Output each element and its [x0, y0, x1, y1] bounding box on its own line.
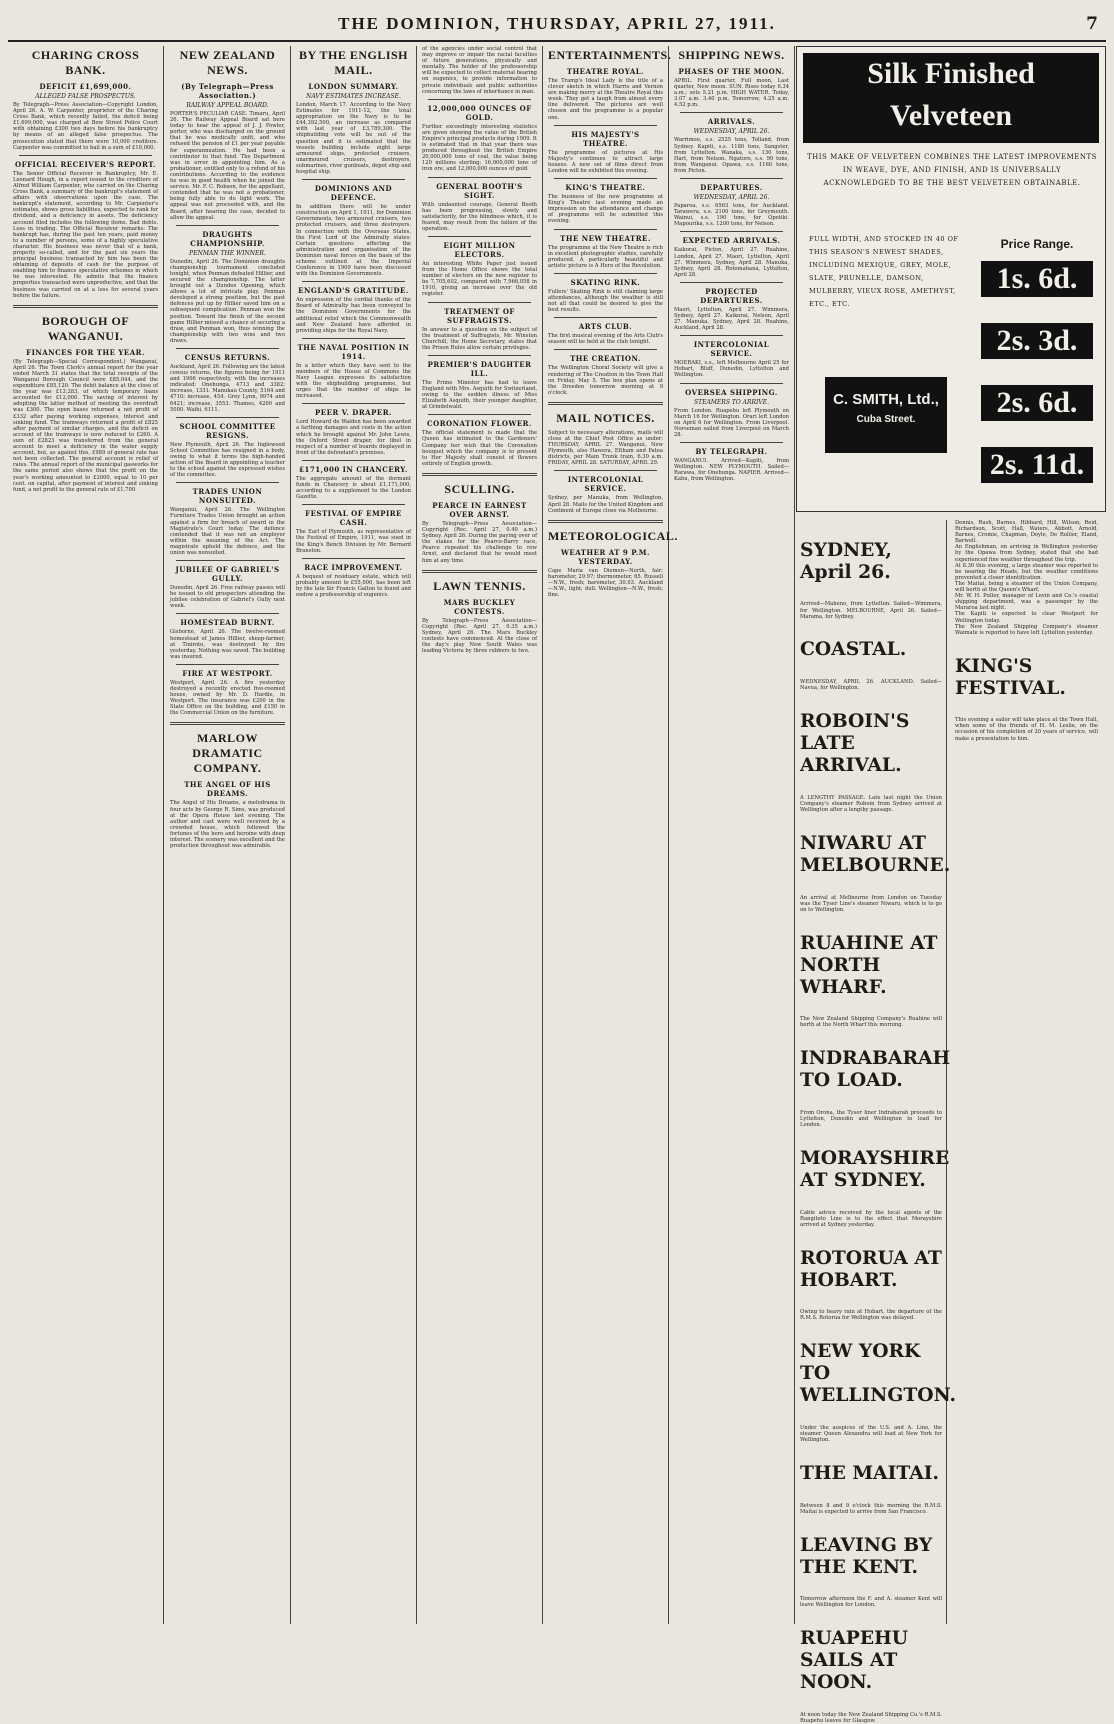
shipping-subhead: THE MAITAI.: [800, 1461, 939, 1484]
shipping-body: The New Zealand Shipping Company's steamer Waimate is reported to have left Lyttelton yesterday.: [955, 623, 1098, 636]
column-rule: [176, 664, 279, 665]
article-body: Maori, Lyttelton, April 27. Wimmera, Sydney, April 27. Kaikorai, Nelson, April 27. Manuka, Sydney, April 28. Ruahine, Auckland, April 28.: [674, 306, 789, 332]
column-rule: [554, 349, 657, 350]
section-subhead: ENGLAND'S GRATITUDE.: [298, 286, 409, 296]
section-subhead: FINANCES FOR THE YEAR.: [26, 347, 145, 357]
column-rule: [428, 414, 531, 415]
section-subhead: SCHOOL COMMITTEE RESIGNS.: [179, 421, 276, 440]
section-heading: SCULLING.: [444, 481, 515, 496]
news-columns: [8, 46, 1106, 1724]
column-rule: [680, 335, 783, 336]
shipping-body: An arrival at Melbourne from London on Tuesday was the Tyser Line's steamer Niwaru, which is to go on to Wellington.: [800, 894, 942, 913]
shipping-body: Cable advice received by the local agents of the Rangitoto Line is to the effect that Morayshire arrived at Sydney yesterday.: [800, 1209, 942, 1228]
column-rule: [13, 305, 158, 308]
article-body: London, March 17. According to the Navy Estimates for 1911-12, the total appropriation on the Navy is to be £44,392,500, an increase as compared with last year of £3,789,300. The shipbuilding vote will be out of the question and it is estimated that the vessels building include eight large armoured ships, protected cruisers, unarmoured cruisers, destroyers, submarines, river gunboats, depot ship and hospital ship.: [296, 102, 411, 176]
column-rule: [548, 402, 663, 405]
article-body: By Telegraph—Press Association—Copyright (Rec. April 27, 0.40 a.m.) Sydney, April 26. During the paying over of the stakes for the Pearce-Barry race, Pearce repeated his challenge to row Arnst, and declared that he would meet him at any time.: [422, 520, 537, 564]
section-subhead: 12,000,000 OUNCES OF GOLD.: [427, 103, 532, 122]
ad-banner-line-1: Silk Finished: [867, 57, 1035, 90]
section-kicker: NAVY ESTIMATES INCREASE.: [306, 93, 401, 100]
price-range-title: Price Range.: [1000, 237, 1074, 251]
section-subhead: WEATHER AT 9 P.M. YESTERDAY.: [561, 547, 650, 566]
shipping-subhead: ROTORUA AT HOBART.: [800, 1246, 942, 1291]
ad-banner-line-2: Velveteen: [889, 99, 1013, 132]
section-subhead: MARS BUCKLEY CONTESTS.: [443, 597, 516, 616]
brand-name: C. SMITH, Ltd.,: [833, 391, 939, 408]
masthead: [8, 8, 1106, 42]
article-body: The official statement is made that the Queen has intimated to the Gardeners' Company her wish that the Coronation bouquet which the company is to present to Her Majesty shall consist of flowers entirely of English growth.: [422, 430, 537, 467]
article-body: Further exceedingly interesting statistics are given showing the value of the British Empire's principal products during 1909. It is estimated that in that year there was produced throughout the British Empire 20,000,000 tons of coal, the value being 120 millions sterling; 16,000,000 tons of iron ore, and 12,000,000 ounces of gold.: [422, 123, 537, 173]
section-subhead: INTERCOLONIAL SERVICE.: [693, 340, 770, 359]
article-body: An interesting White Paper just issued from the Home Office shows the total number of electors on the new register to be 7,705,602, compared with 7,966,058 in 1910, giving an increase over the old register.: [422, 260, 537, 298]
section-subhead: OVERSEA SHIPPING.: [685, 387, 778, 397]
column-rule: [554, 470, 657, 471]
column-rule: [302, 403, 405, 404]
article-body: The Angel of His Dreams, a melodrama in four acts by George R. Sims, was produced at the Opera House last evening. The author and cast were well received by a crowded house, which followed the fortunes of the hero and heroine with deep interest. The scenery was excellent and the production throughout was admirable.: [170, 800, 285, 850]
ad-banner: [803, 53, 1099, 143]
column-rule: [302, 460, 405, 461]
column-rule: [176, 560, 279, 561]
article-body: Auckland, April 26. Following are the latest census returns, the figures being for 1911 and 1906 respectively, with the increases indicated: Onehunga, 4713 and 3382; increase, 1331. Manukau County, 5164 and 4710; increase, 454. Grey Lynn, 9974 and 6421; increase, 3553. Thames, 4200 and 5000. Waihi, 6111.: [170, 364, 285, 413]
article-body: Paparoa, s.s. 6563 tons, for Auckland. Tarawera, s.s. 2100 tons, for Greymouth. Wainui, s.s. 190 tons, for Opotiki. Mapourika, s.s. 1200 tons, for Nelson.: [674, 203, 789, 228]
shipping-body: At noon today the New Zealand Shipping Co.'s R.M.S. Ruapehu leaves for Glasgow.: [800, 1711, 942, 1724]
article-body: Lord Howard de Walden has been awarded a farthing damages and costs in the action which he brought against Mr. John Lewis, the Oxford Street draper, for libel in respect of a number of boards displayed in front of the defendant's premises.: [296, 419, 411, 456]
section-heading: MARLOW DRAMATIC COMPANY.: [192, 731, 263, 776]
shipping-subhead: KING'S FESTIVAL.: [955, 654, 1066, 699]
section-heading: CHARING CROSS BANK.: [31, 48, 140, 77]
section-subhead: DOMINIONS AND DEFENCE.: [314, 184, 393, 203]
section-heading: MAIL NOTICES.: [556, 410, 655, 425]
column-rule: [422, 570, 537, 573]
shipping-body: This evening a sailor will take place at the Town Hall, when some of the friends of H. M. Leslie, on the occasion of his completion of 20 years of service, will make a presentation to him.: [955, 717, 1098, 742]
velveteen-advertisement: [796, 46, 1106, 512]
shipping-body: Mr. W. H. Puller, manager of Levin and Co.'s coastal shipping department, was a passenger by the Mararoa last night.: [955, 593, 1098, 612]
section-subhead: THE NAVAL POSITION IN 1914.: [297, 342, 410, 361]
article-body: An expression of the cordial thanks of the Board of Admiralty has been conveyed to the Dominion Governments for the additional relief which the Commonwealth and New Zealand have afforded in providing ships for the Royal Navy.: [296, 297, 411, 334]
section-subhead: RACE IMPROVEMENT.: [304, 562, 403, 572]
price-4: 2s. 11d.: [981, 447, 1093, 483]
ad-description: FULL WIDTH, AND STOCKED IN 40 OF THIS SEASON'S NEWEST SHADES, INCLUDING MEXIQUE, GREY, MOLE, SLATE, PRUNELLE, DAMSON, MULBERRY, VIEUX ROSE, AMETHYST, ETC., ETC.: [809, 235, 959, 308]
shipping-body: The Kapiti is expected to clear Westport for Wellington today.: [955, 611, 1098, 624]
shipping-subhead: SYDNEY, April 26.: [800, 538, 892, 583]
section-heading: ENTERTAINMENTS.: [548, 48, 672, 62]
article-body: Gisborne, April 26. The twelve-roomed homestead of James Hillier, sheep-farmer, at Tiniroto, was destroyed by fire yesterday. Nothing was saved. The building was insured.: [170, 629, 285, 660]
newspaper-title: THE DOMINION, THURSDAY, APRIL 27, 1911.: [338, 14, 776, 33]
section-kicker: WEDNESDAY, APRIL 26.: [693, 128, 770, 136]
shipping-lower-section: [796, 520, 1106, 1724]
column-rule: [680, 231, 783, 232]
section-subhead: ARRIVALS.: [707, 117, 756, 127]
section-subhead: DEFICIT £1,699,000.: [39, 82, 132, 91]
column-rule: [19, 155, 152, 156]
shipping-subhead: RUAPEHU SAILS AT NOON.: [800, 1627, 909, 1694]
column-6: [669, 46, 795, 1624]
column-1: [8, 46, 164, 1624]
page-number: 7: [1086, 14, 1098, 34]
column-rule: [428, 355, 531, 356]
section-subhead: CORONATION FLOWER.: [427, 419, 532, 429]
shipping-body: A LENGTHY PASSAGE. Late last night the Union Company's steamer Roboin from Sydney arrived at Wellington after a lengthy passage.: [800, 794, 942, 813]
shipping-subhead: ROBOIN'S LATE ARRIVAL.: [800, 710, 910, 777]
section-subhead: FESTIVAL OF EMPIRE CASH.: [305, 509, 402, 528]
shipping-subhead: MORAYSHIRE AT SYDNEY.: [800, 1146, 950, 1191]
section-subhead: PROJECTED DEPARTURES.: [700, 286, 763, 305]
article-body: Wanganui, April 26. The Wellington Furniture Trades Union brought an action against a firm for breach of award in the Magistrate's Court today. The defence contended that it was not an employer within the meaning of the Act. The magistrate upheld the defence, and the union was nonsuited.: [170, 507, 285, 556]
shipping-body: WEDNESDAY, APRIL 26. AUCKLAND. Sailed—Navua, for Wellington.: [800, 679, 942, 692]
section-subhead: THE NEW THEATRE.: [560, 233, 651, 243]
column-rule: [680, 178, 783, 179]
article-body: Fullers' Skating Rink is still claiming large attendances, although the weather is still not all that could be desired to give the best results.: [548, 288, 663, 314]
article-body: The Wellington Choral Society will give a rendering of The Creation in the Town Hall on Friday, May 5. The box plan opens at the Dresden tomorrow morning at 9 o'clock.: [548, 365, 663, 396]
section-subhead: TRADES UNION NONSUITED.: [192, 487, 263, 506]
section-subhead: ARTS CLUB.: [578, 322, 633, 332]
shipping-body: Tomorrow afternoon the F. and A. steamer Kent will leave Wellington for London.: [800, 1596, 942, 1609]
price-1: 1s. 6d.: [981, 261, 1093, 297]
section-subhead: CENSUS RETURNS.: [184, 353, 271, 362]
shipping-body: An Englishman, on arriving in Wellington yesterday by the Opawa from Sydney, stated that she had experienced fine weather throughout the trip.: [955, 544, 1098, 563]
article-body: The programme at the New Theatre is rich in excellent photographic studies, carefully produced. A particularly beautiful and artistic picture is A Hero of the Revolution.: [548, 244, 663, 269]
section-subhead: LONDON SUMMARY.: [308, 82, 399, 91]
column-rule: [428, 177, 531, 178]
column-rule: [554, 125, 657, 126]
shipping-body: Under the auspices of the U.S. and A. Line, the steamer Queen Alexandra will load at New York for Wellington.: [800, 1424, 942, 1444]
section-subhead: BY TELEGRAPH.: [695, 447, 768, 456]
article-body: The Senior Official Receiver in Bankruptcy, Mr. E. Leonard Hough, in a report issued to the creditors of Alfred William Carpenter, who carried on the Charing Cross Bank, a summary of the bankrupt's statement of affairs with observations upon the case. The bankrupt's statement, according to Mr. Carpenter's estimates, shows gross liabilities, expected to rank for dividend, and a deficiency in assets. The deficiency account filed includes the following items. Bad debts. Loss in trading. The Official Receiver remarks: The bankrupt has, during the past ten years, paid money to a number of persons, some of a highly speculative character. His business was never that of a bank, properly so-called, and for the past six years the principal business transacted by him has been the obtaining of deposits of cash for the purpose of enabling him to finance speculative schemes in which he was interested. He admits that the finance properties transacted were unproductive, and that the business was carried on at a loss for several years before the failure.: [13, 170, 158, 299]
column-rule: [302, 179, 405, 180]
section-subhead: EIGHT MILLION ELECTORS.: [443, 240, 516, 259]
shipping-body: The New Zealand Shipping Company's Ruahine will berth at the North Wharf this morning.: [800, 1016, 942, 1029]
section-heading: BY THE ENGLISH MAIL.: [298, 48, 409, 77]
section-kicker: PENMAN THE WINNER.: [189, 249, 266, 257]
article-body: The first musical evening of the Arts Club's season will be held at the club tonight.: [548, 333, 663, 346]
section-subhead: PREMIER'S DAUGHTER ILL.: [427, 359, 532, 378]
column-2: [165, 46, 291, 1624]
column-rule: [554, 178, 657, 179]
column-rule: [176, 613, 279, 614]
section-subhead: PHASES OF THE MOON.: [678, 67, 785, 76]
shipping-body: From Orona, the Tyser liner Indrabarah proceeds to Lyttelton, Dunedin and Wellington to load for London.: [800, 1109, 942, 1129]
article-body: From London. Ruapehu left Plymouth on March 16 for Wellington. Orari left London on April 6 for Wellington. From Liverpool. Norseman sailed from Liverpool on March 28.: [674, 407, 789, 438]
article-body: Westport, April 26. A fire yesterday destroyed a recently erected five-roomed house, owned by Mr. D. Hardie, in Westport. The insurance was £200 in the State Office on the building, and £150 in the Commercial Union on the furniture.: [170, 679, 285, 717]
column-3: [291, 46, 417, 1624]
article-body: Warrimoo, s.s. 2525 tons, Tolland, from Sydney. Kapiti, s.s. 1180 tons, Sangster, from Lyttelton. Wanaka, s.s. 130 tons, Hart, from Nelson. Ngatoro, s.s. 90 tons, from Wanganui. Opawa, s.s. 1160 tons, from Picton.: [674, 137, 789, 174]
brand-block: [825, 377, 947, 453]
section-subhead: HIS MAJESTY'S THEATRE.: [571, 129, 640, 148]
article-body: In a letter which they have sent to the members of the House of Commons the Navy League expresses its satisfaction with the shipbuilding programme, but urges that the number of ships be increased.: [296, 362, 411, 400]
column-rule: [428, 99, 531, 100]
section-subhead: THE ANGEL OF HIS DREAMS.: [184, 780, 271, 799]
article-body: By Telegraph—Press Association—Copyright London, April 26. A. W. Carpenter, proprietor of the Charing Cross Bank, which recently failed, the deficit being £1,699,000, was charged at Bow Street Police Court with obtaining £300 two days before his bankruptcy by means of an alleged false prospectus. The prosecution stated that there were 10,000 creditors. Carpenter was committed to bail in a sum of £10,000.: [13, 102, 158, 151]
article-body: of the agencies under social control that may improve or impair the racial faculties of future generations, physically and mentally. The holder of the professorship will be expected to collect material bearing on eugenics, to provide information to private individuals and public authorities concerning the laws of inheritance in man.: [422, 46, 537, 95]
section-kicker: WEDNESDAY, APRIL 26.: [693, 194, 770, 202]
column-rule: [176, 417, 279, 418]
section-subhead: HOMESTEAD BURNT.: [180, 618, 275, 628]
article-body: Dunedin, April 26. The Dominion draughts championship tournament concluded tonight, when Penman defeated Hillier, and secured the championship. The latter brought out a Dundee Opening, which allows a lot of intricate play. Penman developed a strong position, but the past defences put up by Hillier saved him on a subsequent complication. Penman won the position. Toward the finish of the second game Hillier missed a chance of securing a draw, and Penman won, thus winning the championship with two wins and two draws.: [170, 258, 285, 344]
column-4: [417, 46, 543, 1624]
brand-street: Cuba Street.: [856, 414, 916, 425]
column-rule: [302, 504, 405, 505]
section-kicker: ALLEGED FALSE PROSPECTUS.: [35, 93, 136, 100]
shipping-subhead: LEAVING BY THE KENT.: [800, 1533, 933, 1578]
price-3: 2s. 6d.: [981, 385, 1093, 421]
section-subhead: OFFICIAL RECEIVER'S REPORT.: [15, 159, 156, 169]
column-rule: [302, 281, 405, 282]
section-subhead: (By Telegraph—Press Association.): [181, 82, 274, 100]
article-body: Sydney, per Manuka, from Wellington, April 28. Mails for the United Kingdom and Continent of Europe close via Melbourne.: [548, 495, 663, 514]
article-body: Cape Maria van Diemen—North, fair; barometer, 29.97; thermometer, 65. Russell—N.W., fresh; barometer, 30.03. Auckland—N.W., light; dull. Wellington—N.W., fresh; fine.: [548, 567, 663, 599]
shipping-body: At 8.30 this evening, a large steamer was reported to be nearing the Heads, but the weather conditions prevented a closer identification.: [955, 562, 1098, 581]
column-rule: [680, 282, 783, 283]
ad-strapline: THIS MAKE OF VELVETEEN COMBINES THE LATEST IMPROVEMENTS IN WEAVE, DYE, AND FINISH, AND IS UNIVERSALLY ACKNOWLEDGED TO BE THE BEST VELVETEEN OBTAINABLE.: [807, 153, 1097, 187]
column-rule: [554, 317, 657, 318]
column-rule: [302, 558, 405, 559]
column-rule: [680, 112, 783, 113]
article-body: With undaunted courage, General Booth has been progressing, slowly and satisfactorily, for the blindness which, it is feared, may result from the failure of the operation.: [422, 201, 537, 232]
article-body: In answer to a question on the subject of the treatment of Suffragists, Mr. Winston Churchill, the Home Secretary, states that the Prison Rules allow certain privileges.: [422, 326, 537, 351]
section-heading: SHIPPING NEWS.: [678, 48, 785, 62]
section-kicker: RAILWAY APPEAL BOARD.: [186, 102, 269, 109]
article-body: In addition there will be under construction on April 1, 1911, for Dominion Governments, two armoured cruisers, two protected cruisers, and three destroyers. In connection with the Overseas States, the First Lord of the Admiralty states: Certain questions affecting the administration and organisation of the Dominion naval forces on the basis of the scheme outlined at the Imperial Conference in 1909 have been discussed with the Dominion Governments.: [296, 204, 411, 278]
section-subhead: GENERAL BOOTH'S SIGHT.: [436, 181, 523, 200]
column-rule: [176, 225, 279, 226]
shipping-body: The Maitai, being a steamer of the Union Company, will berth at the Queen's Wharf.: [955, 580, 1098, 594]
column-rule: [422, 473, 537, 476]
article-body: MOERAKI, s.s., left Melbourne April 25 for Hobart, Bluff, Dunedin, Lyttelton and Wellington.: [674, 360, 789, 379]
article-body: A bequest of residuary estate, which will probably amount to £55,000, has been left by the late Sir Francis Galton to found and endow a professorship of eugenics.: [296, 573, 411, 598]
article-body: (By Telegraph—Special Correspondent.) Wanganui, April 26. The Town Clerk's annual report for the year ended March 31 states that the total receipts of the Wanganui Borough Council were £85,044, and the expenditure £85,120. The debit balance at the close of the year was £13,283, of which temporary loans accounted for £12,000. The saving of interest by adopting the latter method of meeting the overdraft was £300. The open bases returned a net profit of £332 after paying working expenses, interest and sinking fund. The tramways returned a profit of £825 after payment of similar charges, and the deficit on account of the tramways is now reduced to £260. A sum of £2823 was transferred from the general account to meet a deficiency in the water supply account, but, as against this, £989 of general rate has not been collected. The general account is relief of rates. The annual report of the municipal gasworks for the same period also shows that the profit on the year's working amounted to £2000, equal to 10 per cent. on capital, after payment of interest and sinking fund, a net profit to the general rate of £1,700.: [13, 358, 158, 493]
article-body: The business of the new programme at King's Theatre last evening made an impression on the attendance and change of programme will be submitted this evening.: [548, 194, 663, 225]
column-5: [543, 46, 678, 1624]
shipping-body: Owing to heavy rain at Hobart, the departure of the R.M.S. Rotorua for Wellington was delayed.: [800, 1309, 942, 1322]
section-subhead: PEER V. DRAPER.: [315, 408, 392, 418]
article-body: The aggregate amount of the dormant funds in Chancery is about £1,171,000, according to a supplement to the London Gazette.: [296, 475, 411, 501]
shipping-subhead: INDRABARAH TO LOAD.: [800, 1047, 951, 1092]
section-subhead: THE CREATION.: [570, 354, 641, 364]
section-subhead: PEARCE IN EARNEST OVER ARNST.: [432, 500, 527, 519]
column-rule: [428, 302, 531, 303]
section-heading: BOROUGH OF WANGANUI.: [41, 313, 130, 343]
section-subhead: SKATING RINK.: [570, 277, 641, 287]
article-body: The Tramp's Ideal Lady is the title of a clever sketch in which Harris and Vernon are making merry at the Theatre Royal this week. They get a laugh from almost every line delivered. The pictures are well chosen and the programme is a popular one.: [548, 78, 663, 121]
section-subhead: DEPARTURES.: [700, 183, 763, 193]
article-body: Kaikorai, Picton, April 27. Ruahine, London, April 27. Maori, Lyttelton, April 27. Wimmera, Sydney, April 28. Manuka, Sydney, April 28. Rotomahana, Lyttelton, April 28.: [674, 247, 789, 278]
article-body: The programme of pictures at His Majesty's continues to attract large houses. A new set of films direct from London will be exhibited this evening.: [548, 149, 663, 174]
section-subhead: FIRE AT WESTPORT.: [182, 668, 273, 678]
article-body: APRIL. First quarter, Full moon, Last quarter, New moon. SUN. Rises today 6.34 a.m.; sets 5.21 p.m. HIGH WATER. Today, 3.07 a.m. 3.40 p.m. Tomorrow, 4.25 a.m. 4.52 p.m.: [674, 78, 789, 109]
section-subhead: JUBILEE OF GABRIEL'S GULLY.: [175, 565, 280, 584]
column-rule: [302, 338, 405, 339]
shipping-subhead: NEW YORK TO WELLINGTON.: [800, 1340, 956, 1407]
article-body: WANGANUI. Arrived—Kapiti, from Wellington. NEW PLYMOUTH. Sailed—Rarawa, for Onehunga. NAPIER. Arrived—Kahu, from Wellington.: [674, 458, 789, 483]
column-rule: [176, 482, 279, 483]
section-heading: METEOROLOGICAL.: [548, 528, 678, 543]
section-subhead: KING'S THEATRE.: [565, 183, 646, 193]
section-subhead: EXPECTED ARRIVALS.: [682, 236, 781, 246]
article-body: By Telegraph—Press Association—Copyright (Rec. April 27, 0.35 a.m.) Sydney, April 26. The Mars Buckley contests have commenced. At the close of the day's play New South Wales was leading Victoria by three rubbers to two.: [422, 617, 537, 655]
section-subhead: INTERCOLONIAL SERVICE.: [567, 475, 644, 494]
article-body: PORTER'S PECULIAR CASE. Timaru, April 26. The Railway Appeal Board sat here today to hear the appeal of J. J. Fowler, porter, who was discharged on the ground that he was medically unfit, and who refused the pension of £1 per year payable for superannuation. He had been a contributor to that fund. The Department was in error in appointing him. As a probationer, entitled only to a refund of his contributions. According to the evidence he was in good health when he joined the service. Mr. F. C. Robson, for the appellant, contended that he was not a probationer, being fully able to do light work. The appeal was not proceeded with, and the Board, after hearing the case, decided to allow the appeal.: [170, 111, 285, 221]
section-subhead: DRAUGHTS CHAMPIONSHIP.: [190, 229, 265, 248]
shipping-body: Arrived—Maheno, from Lyttelton. Sailed—Wimmera, for Wellington. MELBOURNE, April 26. Sailed—Marama, for Sydney.: [800, 601, 942, 620]
article-body: Subject to necessary alterations, mails will close at the Chief Post Office as under: THURSDAY, APRIL 27. Wanganui, New Plymouth, also Hawera, Eltham and Patea districts, per Main Trunk train, 6.30 a.m. FRIDAY, APRIL 28. SATURDAY, APRIL 29.: [548, 429, 663, 467]
column-rule: [680, 442, 783, 443]
shipping-subhead: RUAHINE AT NORTH WHARF.: [800, 931, 938, 998]
column-rule: [680, 383, 783, 384]
price-2: 2s. 3d.: [981, 323, 1093, 359]
column-rule: [548, 520, 663, 523]
article-body: The Prime Minister has had to leave England with Mrs. Asquith for Switzerland, owing to the sudden illness of Miss Elizabeth Asquith, their younger daughter, at Grindelwald.: [422, 379, 537, 411]
shipping-lower-right: [951, 520, 1102, 1624]
column-rule: [428, 236, 531, 237]
section-subhead: £171,000 IN CHANCERY.: [299, 464, 408, 474]
shipping-subhead: COASTAL.: [800, 638, 907, 661]
column-rule: [170, 722, 285, 725]
section-heading: NEW ZEALAND NEWS.: [179, 48, 276, 77]
column-rule: [176, 348, 279, 349]
shipping-subhead: NIWARU AT MELBOURNE.: [800, 831, 951, 876]
article-body: New Plymouth, April 26. The Inglewood School Committee has resigned in a body, owing to what it terms the high-handed action of the Board in appointing a teacher to the school against the expressed wishes of the committee.: [170, 441, 285, 479]
article-body: The Earl of Plymouth, as representative of the Festival of Empire, 1911, was sued in the King's Bench Division by Mr. Bernard Branston.: [296, 529, 411, 554]
column-rule: [554, 273, 657, 274]
section-subhead: THEATRE ROYAL.: [566, 67, 645, 76]
section-subhead: TREATMENT OF SUFFRAGISTS.: [444, 306, 515, 325]
section-kicker: STEAMERS TO ARRIVE.: [693, 398, 770, 406]
shipping-body: Dennis, Rush, Barnes, Hibbard, Hill, Wilson, Reid, Richardson, Scott, Hall, Waters, Abbott, Arnold, Barnes, Cromie, Chapman, Doyle, De Rollier, Eland, Barwell.: [955, 520, 1098, 545]
shipping-body: Between 8 and 9 o'clock this morning the R.M.S. Maitai is expected to arrive from San Francisco.: [800, 1502, 942, 1515]
column-rule: [554, 229, 657, 230]
article-body: Dunedin, April 26. Free railway passes will be issued to old prospectors attending the jubilee celebration of Gabriel's Gully next week.: [170, 585, 285, 610]
shipping-lower-left: [796, 520, 956, 1724]
section-heading: LAWN TENNIS.: [433, 578, 526, 593]
